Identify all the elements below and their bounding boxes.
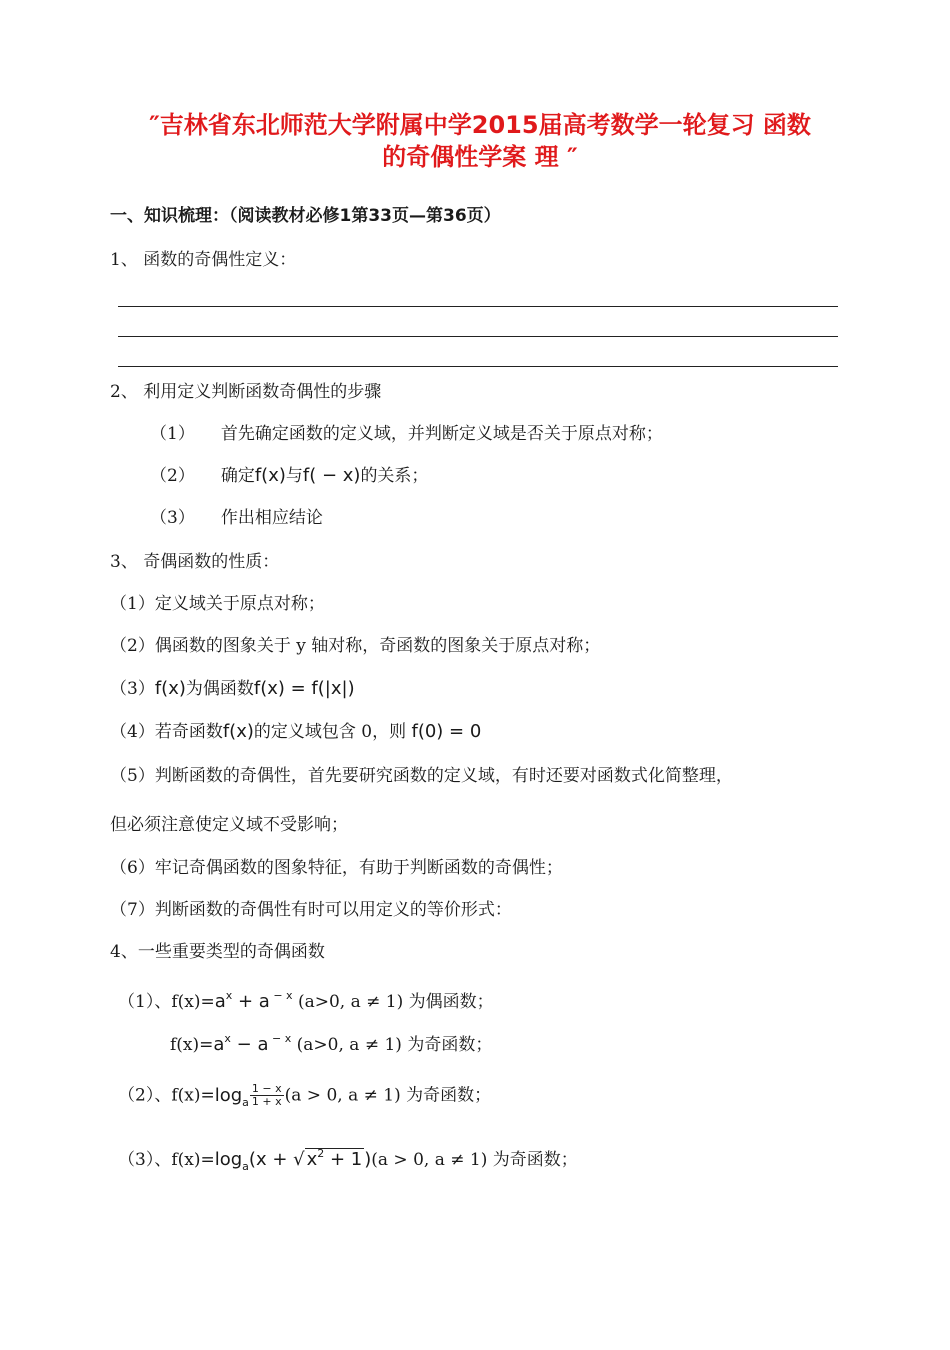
type-2-condition: (a > 0, a ≠ 1) xyxy=(284,1085,401,1106)
property-4-formula: f(0) = 0 xyxy=(411,721,482,742)
step-2-formula-fx: f(x) xyxy=(254,465,286,486)
step-2-pre: 确定 xyxy=(220,466,255,486)
type-3-formula: $\log_a(x$ + √ $x^2 + 1$ ) xyxy=(214,1147,372,1173)
type-1b-conclusion: 为奇函数； xyxy=(401,1035,493,1055)
property-3 xyxy=(110,677,355,701)
property-3-formula-fx: f(x) xyxy=(154,678,186,699)
item-4-heading: 4、一些重要类型的奇偶函数 xyxy=(110,942,325,962)
type-1-formula: $a^x + a$ $^{- x}$ xyxy=(214,989,293,1012)
item-3-heading: 3、 奇偶函数的性质： xyxy=(110,552,280,572)
document-title-line-1: ″吉林省东北师范大学附属中学2015届高考数学一轮复习 函数 xyxy=(149,111,811,139)
type-2 xyxy=(118,1083,491,1115)
property-5-line-2: 但必须注意使定义域不受影响； xyxy=(110,815,348,835)
type-3-label: （3）、f(x)= xyxy=(118,1150,215,1170)
step-1 xyxy=(150,422,663,446)
type-1-condition: (a>0, a ≠ 1) xyxy=(292,992,404,1012)
step-2-post: 的关系； xyxy=(360,466,429,486)
property-3-label: （3） xyxy=(110,679,155,699)
item-2-heading: 2、 利用定义判断函数奇偶性的步骤 xyxy=(110,382,382,402)
step-2 xyxy=(150,464,428,488)
property-3-mid: 为偶函数 xyxy=(185,679,254,699)
answer-line-2 xyxy=(118,336,838,337)
property-7: （7）判断函数的奇偶性有时可以用定义的等价形式： xyxy=(110,900,512,920)
type-1-conclusion: 为偶函数； xyxy=(403,992,494,1012)
type-3 xyxy=(118,1142,578,1179)
property-2: （2）偶函数的图象关于 y 轴对称，奇函数的图象关于原点对称； xyxy=(110,636,601,656)
property-3-formula: f(x) = f(|x|) xyxy=(253,678,355,699)
property-5-line-1: （5）判断函数的奇偶性，首先要研究函数的定义域，有时还要对函数式化简整理， xyxy=(110,766,733,786)
type-2-conclusion: 为奇函数； xyxy=(400,1085,492,1106)
answer-line-3 xyxy=(118,366,838,367)
step-3-number: （3） xyxy=(150,508,195,528)
property-6: （6）牢记奇偶函数的图象特征，有助于判断函数的奇偶性； xyxy=(110,858,563,878)
type-1-label: （1）、f(x)= xyxy=(118,992,215,1012)
property-4 xyxy=(110,720,481,744)
document-title-line-2: 的奇偶性学案 理 ″ xyxy=(382,143,578,171)
step-2-mid: 与 xyxy=(285,466,303,486)
item-1-heading: 1、 函数的奇偶性定义： xyxy=(110,250,297,270)
type-1-odd xyxy=(170,1027,492,1057)
type-1b-label: f(x)= xyxy=(170,1035,214,1055)
property-1: （1）定义域关于原点对称； xyxy=(110,594,325,614)
step-1-text: 首先确定函数的定义域，并判断定义域是否关于原点对称； xyxy=(220,424,663,444)
type-1-even xyxy=(118,984,494,1014)
type-2-label: （2）、f(x)= xyxy=(118,1085,215,1106)
section-heading: 一、知识梳理：（阅读教材必修1第33页—第36页） xyxy=(110,206,501,226)
type-3-condition: (a > 0, a ≠ 1) xyxy=(371,1150,488,1170)
property-4-formula-fx: f(x) xyxy=(222,721,254,742)
step-2-number: （2） xyxy=(150,466,195,486)
property-4-mid: 的定义域包含 0，则 xyxy=(253,722,412,742)
step-2-formula-f-neg-x: f( − x) xyxy=(302,465,361,486)
type-1b-condition: (a>0, a ≠ 1) xyxy=(291,1035,402,1055)
type-3-conclusion: 为奇函数； xyxy=(487,1150,578,1170)
property-4-label: （4）若奇函数 xyxy=(110,722,223,742)
type-2-formula: $\log_a$ $\frac{1 - x}{1 + x}$ xyxy=(214,1082,282,1109)
type-1b-formula: $a^x - a$ $^{- x}$ xyxy=(213,1032,292,1055)
step-1-number: （1） xyxy=(150,424,195,444)
step-3-text: 作出相应结论 xyxy=(220,508,323,528)
answer-line-1 xyxy=(118,306,838,307)
step-3 xyxy=(150,506,323,530)
